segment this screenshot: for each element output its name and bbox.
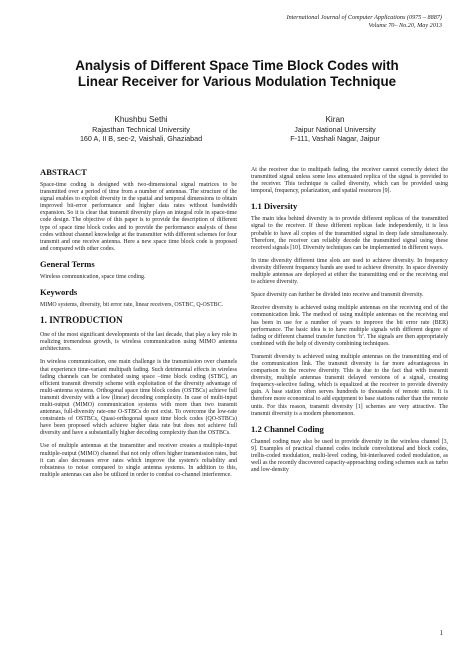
journal-name: International Journal of Computer Applications (0975 – 8887) bbox=[286, 14, 442, 21]
author-block bbox=[56, 114, 226, 143]
author-affiliation: Jaipur National University bbox=[294, 125, 376, 134]
journal-volume: Volume 70– No.20, May 2013 bbox=[368, 22, 442, 29]
author-address: F-111, Vashali Nagar, Jaipur bbox=[290, 134, 380, 143]
section-1-1-heading: 1.1 Diversity bbox=[251, 201, 298, 212]
introduction-heading: 1. INTRODUCTION bbox=[40, 315, 123, 326]
title-line-2: Linear Receiver for Various Modulation Technique bbox=[77, 74, 397, 89]
general-terms-heading: General Terms bbox=[40, 258, 95, 269]
paragraph: Channel coding may also be used to provide diversity in the wireless channel [3, 9]. Examples of practical channel codes include convolutional and block codes, trellis-coded modulation, multi-level coding, bit-interleaved coded modulation, as well as the recently discovered capacity-approaching coding schemes such as turbo and low-density bbox=[251, 438, 448, 474]
paper-title bbox=[40, 58, 434, 90]
abstract-text: Space-time coding is designed with two-dimensional signal matrices to be transmitted over a period of time from a number of antennas. The structure of the signal enables to exploit diversity in the spatial and temporal dimensions to obtain improved bit-error performance and higher data rates without bandwidth expansion. So it is clear that transmit diversity plays an integral role in space-time code design. The objective of this paper is to provide the description of different type of space time block codes and to provide the performance analysis of these codes without channel knowledge at the transmitter with different schemes for four transmit and one receive antenna. Here a new space time block code is proposed and compared with other codes. bbox=[40, 182, 237, 252]
title-line-1: Analysis of Different Space Time Block Codes with bbox=[75, 58, 399, 73]
paragraph: At the receiver due to multipath fading, the receiver cannot correctly detect the transmitted signal unless some less attenuated replica of the signal is provided to the receiver. This technique is called diversity, which can be provided using temporal, frequency, polarization, and spatial resources [9]. bbox=[251, 167, 448, 195]
abstract-heading: ABSTRACT bbox=[40, 167, 87, 177]
paragraph: Receive diversity is achieved using multiple antennas on the receiving end of the communication link. The method of using multiple antennas on the receiving end has been in use for a number of years to improve the bit error rate (BER) performance. The basic idea is to have multiple signals with different degree of fading or different channel transfer function ‘h’. The signals are then appropriately combined with the help of diversity combining techniques. bbox=[251, 305, 448, 347]
paragraph: Space diversity can further be divided into receive and transmit diversity. bbox=[251, 292, 424, 299]
paragraph: The main idea behind diversity is to provide different replicas of the transmitted signal to the receiver. If these different replicas fade independently, it is less probable to have all copies of the transmitted signal in deep fade simultaneously. Therefore, the receiver can reliably decode the transmitted signal using these received signals [10]. Diversity techniques can be implemented in different ways. bbox=[251, 216, 448, 251]
keywords-text: MIMO systems, diversity, bit error rate, linear receivers, OSTBC, Q-OSTBC. bbox=[40, 302, 224, 309]
paragraph: In wireless communication, one main challenge is the transmission over channels that experience time-variant multipath fading. Such detrimental effects in wireless fading channels can be combated using space –time block coding (STBC), an efficient transmit diversity scheme with exploitation of the diversity advantage of multi-antenna systems. Orthogonal space time block codes (OSTBCs) achieve full transmit diversity with a low (linear) decoding complexity. In case of multi-input multi-output (MIMO) communication systems with more than two transmit antennas, full-diversity rate-one O-STBCs do not exist. To overcome the low-rate constraints of OSTBCs, Quasi-orthogonal space time block codes (QO-STBCs) have been proposed which achieve higher data rate but does not achieve full diversity and have a substantially higher decoding complexity than the OSTBCs. bbox=[40, 359, 237, 437]
author-block bbox=[250, 114, 420, 143]
keywords-heading: Keywords bbox=[40, 287, 78, 298]
journal-header bbox=[202, 14, 442, 30]
left-column bbox=[40, 167, 237, 485]
paragraph: In time diversity different time slots are used to achieve diversity. In frequency diversity different frequency bands are used to achieve diversity. In space diversity multiple antennas are deployed at either the transmitting end or the receiving end to achieve diversity. bbox=[251, 257, 448, 286]
author-name: Khushbu Sethi bbox=[114, 115, 168, 124]
right-column bbox=[251, 167, 448, 480]
author-affiliation: Rajasthan Technical University bbox=[92, 125, 190, 134]
general-terms-text: Wireless communication, space time coding. bbox=[40, 273, 146, 280]
author-name: Kiran bbox=[325, 115, 345, 124]
page-number: 1 bbox=[439, 629, 443, 637]
paragraph: Transmit diversity is achieved using multiple antennas on the transmitting end of the communication link. The transmit diversity is far more advantageous in comparison to the receive diversity. This is due to the fact that with transmit diversity, multiple antennas transmit delayed versions of a signal, creating frequency-selective fading, which is equalized at the receiver to provide diversity gain. A base station often serves hundreds to thousands of remote units. It is therefore more economical to add equipment to base stations rather than the remote units. For this reason, transmit diversity [1] schemes are very attractive. The transmit diversity is a modern phenomenon. bbox=[251, 353, 448, 417]
section-1-2-heading: 1.2 Channel Coding bbox=[251, 423, 324, 434]
paragraph: One of the most significant developments of the last decade, that play a key role in realizing tremendous growth, is wireless communication using MIMO antenna architectures. bbox=[40, 332, 237, 353]
paragraph: Use of multiple antennas at the transmitter and receiver creates a multiple-input multiple-output (MIMO) channel that not only offers higher transmission rates, but it can also decreases error rates which improve the system's reliability and robustness to noise compared to single antenna systems. In addition to this, multiple antennas can also be utilized in order to combat co-channel interference. bbox=[40, 443, 237, 478]
author-address: 160 A, II B, sec-2, Vaishali, Ghaziabad bbox=[79, 134, 203, 143]
